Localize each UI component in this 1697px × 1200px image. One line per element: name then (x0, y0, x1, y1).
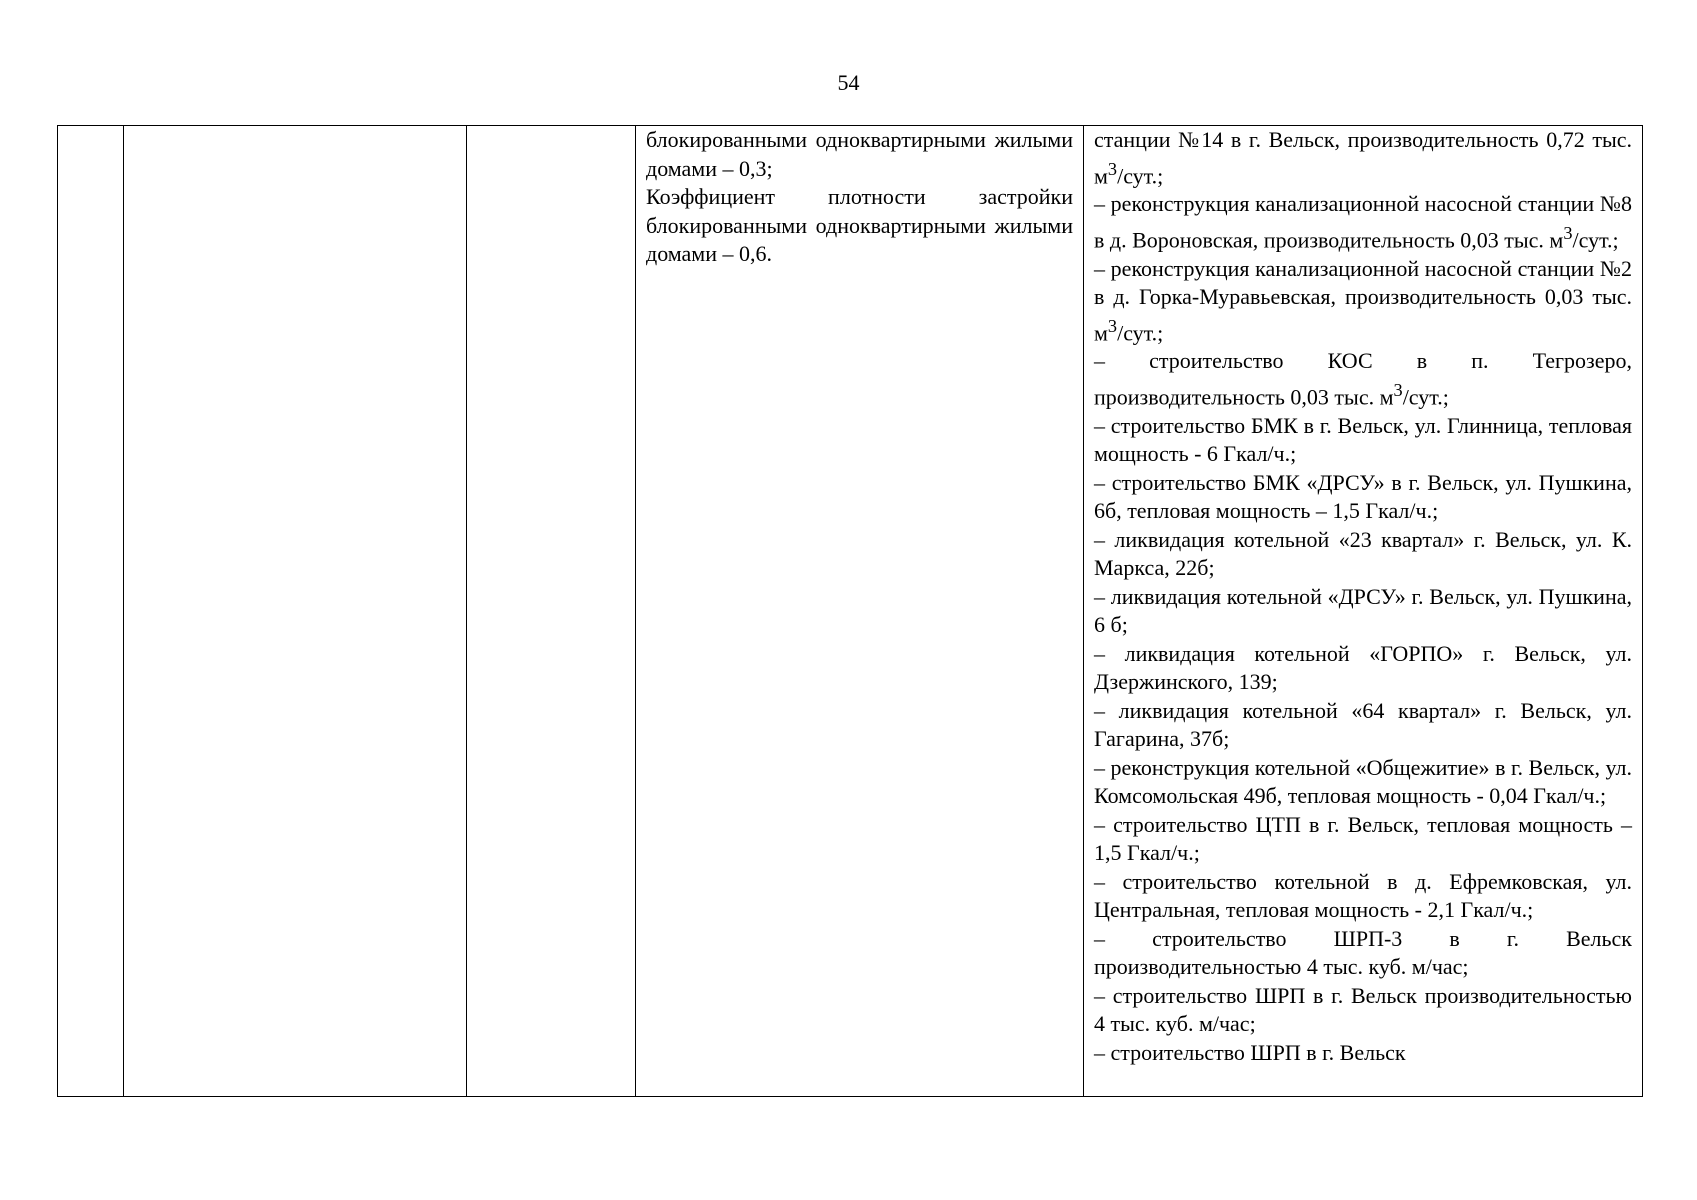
list-item: – ликвидация котельной «ДРСУ» г. Вельск, ул. Пушкина, 6 б; (1094, 583, 1632, 638)
list-item: – строительство ШРП в г. Вельск (1094, 1039, 1406, 1065)
list-item: – ликвидация котельной «ГОРПО» г. Вельск, ул. Дзержинского, 139; (1094, 640, 1632, 695)
list-item: – строительство ЦТП в г. Вельск, тепловая мощность – 1,5 Гкал/ч.; (1094, 811, 1632, 866)
col5-list (1084, 126, 1642, 1096)
list-item: – реконструкция котельной «Общежитие» в г. Вельск, ул. Комсомольская 49б, тепловая мощность - 0,04 Гкал/ч.; (1094, 754, 1632, 809)
list-item: – ликвидация котельной «23 квартал» г. Вельск, ул. К. Маркса, 22б; (1094, 526, 1632, 581)
col4-paragraph: Коэффициент плотности застройки блокированными одноквартирными жилыми домами – 0,6. (646, 184, 1073, 266)
table-cell-col5 (1084, 126, 1643, 1097)
list-item: – строительство БМК в г. Вельск, ул. Глинница, тепловая мощность - 6 Гкал/ч.; (1094, 412, 1632, 467)
col4-paragraph: блокированными одноквартирными жилыми домами – 0,3; (646, 127, 1073, 181)
list-item: – ликвидация котельной «64 квартал» г. Вельск, ул. Гагарина, 37б; (1094, 697, 1632, 752)
table-cell-col4 (636, 126, 1084, 1097)
table-row (58, 126, 1643, 1097)
table-cell-col2 (124, 126, 467, 1097)
list-item: – реконструкция канализационной насосной станции №2 в д. Горка-Муравьевская, производительность 0,03 тыс. $м^3$/сут.; (1094, 255, 1632, 345)
table-cell-col1 (58, 126, 124, 1097)
list-item: станции №14 в г. Вельск, производительность 0,72 тыс. $м^3$/сут.; (1094, 127, 1632, 188)
page-number: 54 (837, 70, 860, 95)
list-item: – строительство КОС в п. Тегрозеро, производительность 0,03 тыс. $м^3$/сут.; (1094, 348, 1632, 410)
table-cell-col3 (467, 126, 636, 1097)
list-item: – реконструкция канализационной насосной станции №8 в д. Вороновская, производительность 0,03 тыс. $м^3$/сут.; (1094, 191, 1632, 253)
col4-text (636, 126, 1083, 269)
list-item: – строительство БМК «ДРСУ» в г. Вельск, ул. Пушкина, 6б, тепловая мощность – 1,5 Гкал/ч.; (1094, 469, 1632, 524)
list-item: – строительство ШРП-3 в г. Вельск производительностью 4 тыс. куб. м/час; (1094, 925, 1632, 980)
list-item: – строительство ШРП в г. Вельск производительностью 4 тыс. куб. м/час; (1094, 982, 1632, 1037)
list-item: – строительство котельной в д. Ефремковская, ул. Центральная, тепловая мощность - 2,1 Гкал/ч.; (1094, 868, 1632, 923)
document-table (57, 125, 1643, 1097)
